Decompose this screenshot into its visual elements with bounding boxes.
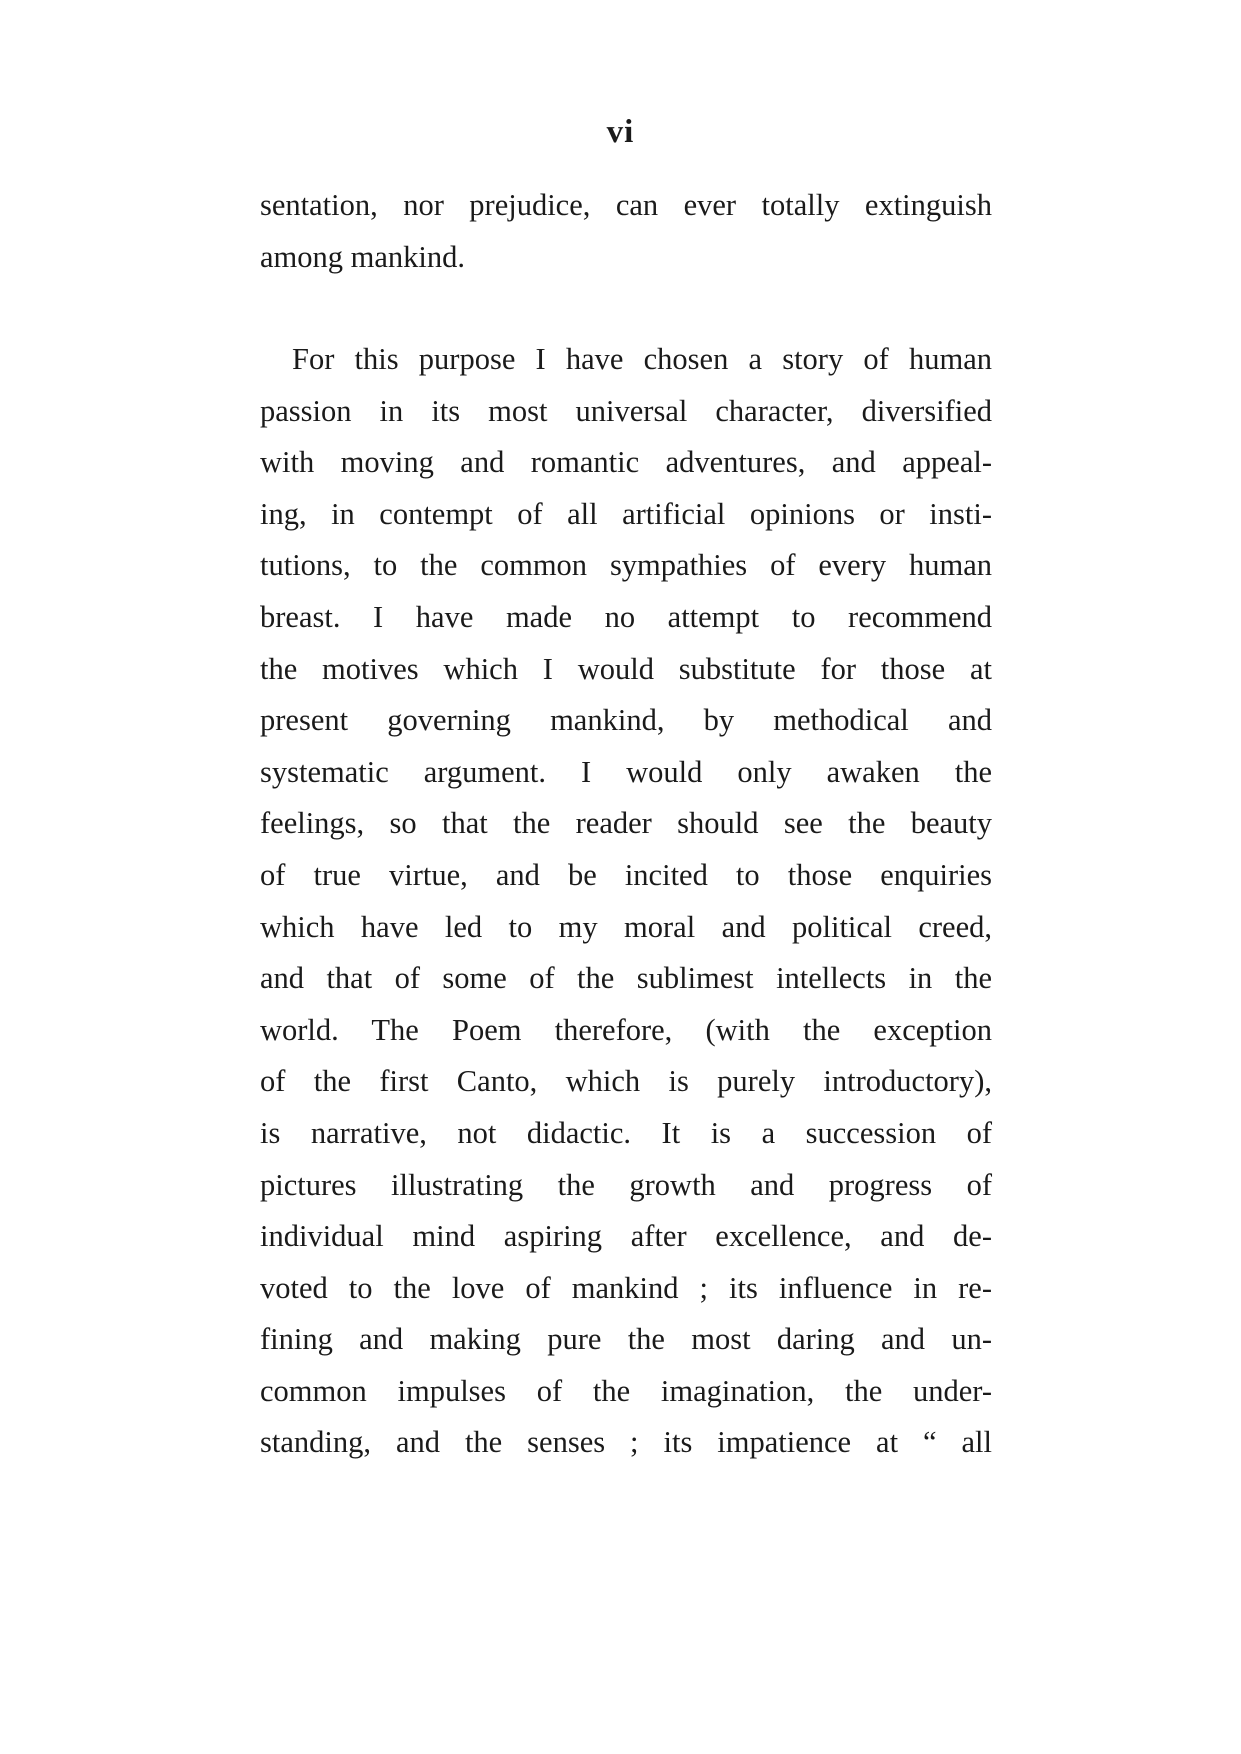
- text-line: individual mind aspiring after excellence, and de-: [260, 1219, 992, 1254]
- page-number: vi: [606, 114, 635, 150]
- text-line: passion in its most universal character, diversified: [260, 393, 992, 428]
- text-line: of the first Canto, which is purely introductory),: [260, 1064, 992, 1099]
- text-line: breast. I have made no attempt to recommend: [260, 599, 992, 634]
- text-line: present governing mankind, by methodical and: [260, 703, 992, 738]
- paragraph-continued: [260, 180, 992, 283]
- text-line: and that of some of the sublimest intellects in the: [260, 961, 992, 996]
- paragraph-main: [260, 334, 992, 1469]
- text-line: common impulses of the imagination, the under-: [260, 1373, 992, 1408]
- text-line: For this purpose I have chosen a story of human: [292, 342, 992, 376]
- text-line: voted to the love of mankind ; its influence in re-: [260, 1270, 992, 1305]
- text-line: which have led to my moral and political creed,: [260, 909, 992, 944]
- text-line: feelings, so that the reader should see the beauty: [260, 806, 992, 841]
- text-line: standing, and the senses ; its impatience at “ all: [260, 1425, 992, 1460]
- text-line: fining and making pure the most daring and un-: [260, 1322, 992, 1357]
- text-line: among mankind.: [260, 239, 465, 274]
- text-line: world. The Poem therefore, (with the exception: [260, 1012, 992, 1047]
- text-line: is narrative, not didactic. It is a succession of: [260, 1115, 992, 1150]
- text-line: pictures illustrating the growth and progress of: [260, 1167, 992, 1202]
- text-line: with moving and romantic adventures, and appeal-: [260, 445, 992, 480]
- text-line: the motives which I would substitute for those at: [260, 651, 992, 686]
- text-line: systematic argument. I would only awaken the: [260, 754, 992, 789]
- text-line: sentation, nor prejudice, can ever totally extinguish: [260, 188, 992, 222]
- text-line: ing, in contempt of all artificial opinions or insti-: [260, 496, 992, 531]
- text-line: of true virtue, and be incited to those enquiries: [260, 857, 992, 892]
- text-line: tutions, to the common sympathies of every human: [260, 548, 992, 583]
